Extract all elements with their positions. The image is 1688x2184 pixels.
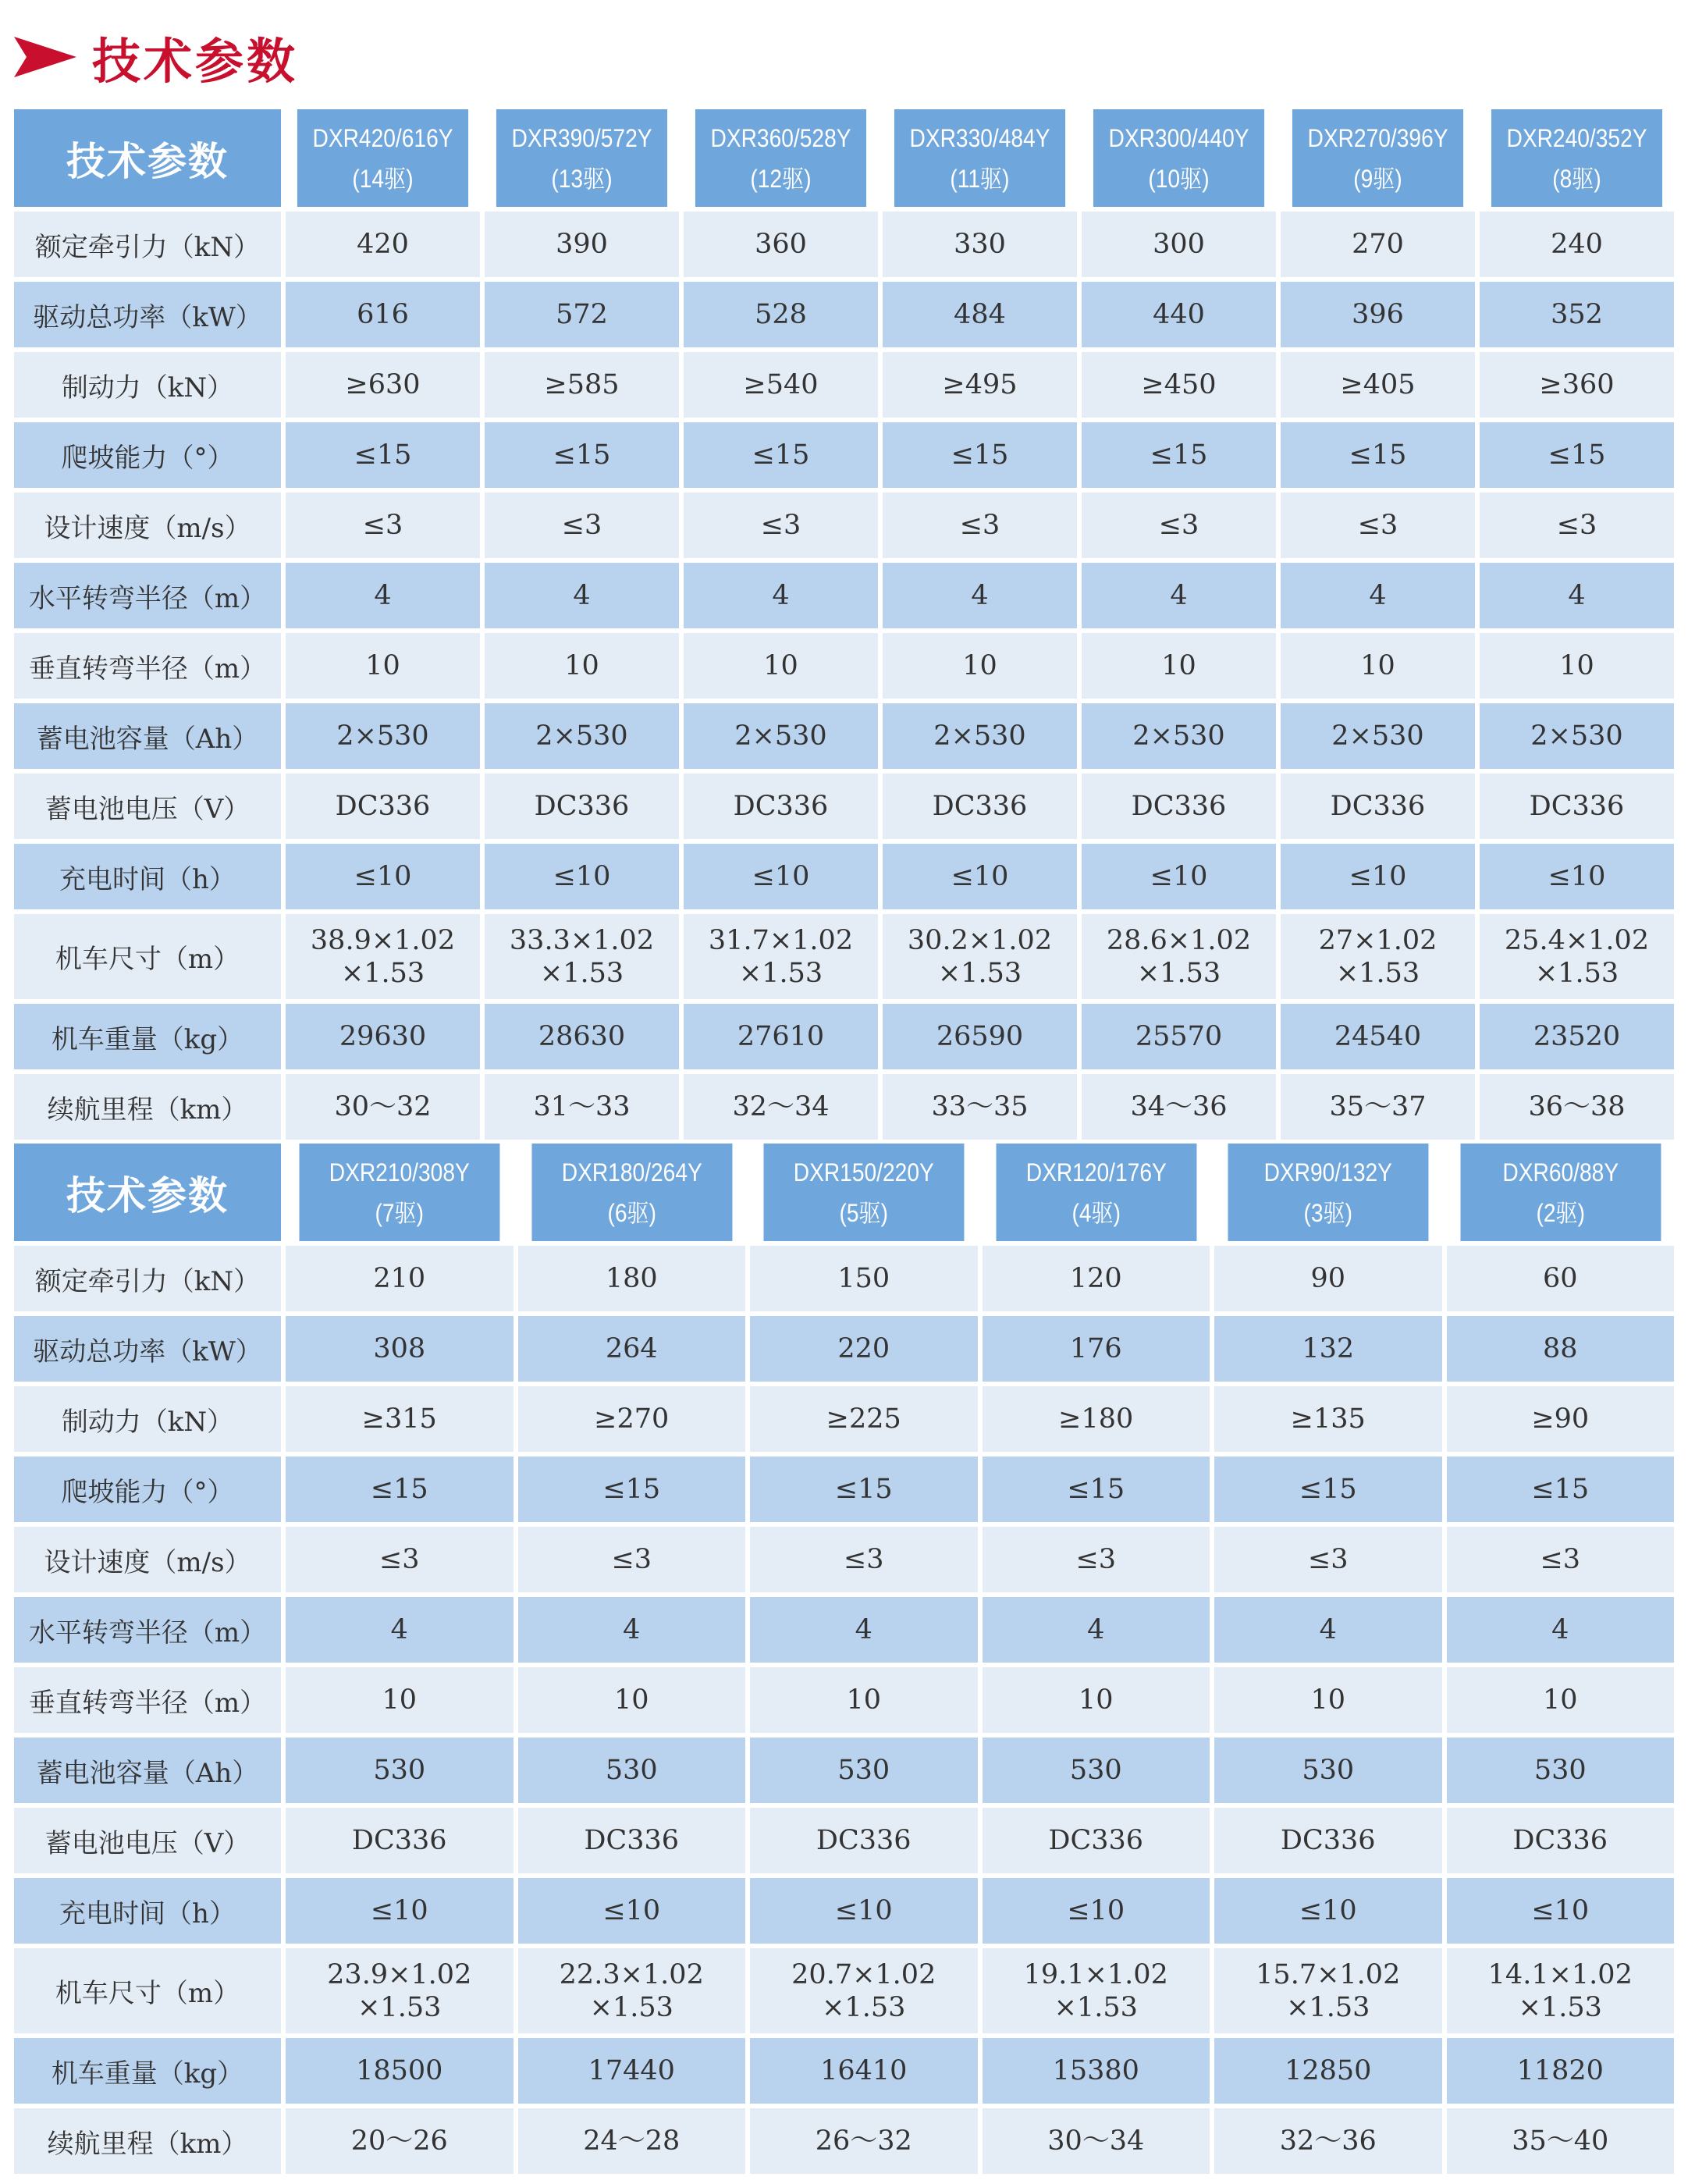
table-cell: ≤15 [1480, 422, 1674, 488]
table-cell: ≤15 [1214, 1457, 1442, 1522]
table-cell: DC336 [750, 1808, 978, 1873]
model-header [763, 1144, 964, 1241]
table-cell: ≤10 [983, 1878, 1210, 1944]
table-cell: 28630 [485, 1004, 679, 1069]
param-label: 爬坡能力（°） [14, 422, 281, 488]
table-cell: 4 [485, 563, 679, 628]
param-label: 爬坡能力（°） [14, 1457, 281, 1522]
table-cell: 18500 [286, 2038, 514, 2104]
table-cell [286, 1948, 514, 2033]
param-label: 驱动总功率（kW） [14, 282, 281, 347]
table-cell: ≤3 [684, 493, 878, 558]
model-drive-count: (2驱) [1535, 1198, 1585, 1227]
spec-table-1 [9, 105, 1679, 1144]
table-cell: ≤15 [286, 1457, 514, 1522]
table-cell: 35～40 [1447, 2108, 1675, 2174]
table-cell: 240 [1480, 212, 1674, 277]
table-cell: ≤15 [883, 422, 1077, 488]
table-cell: ≤3 [1447, 1527, 1675, 1592]
table-cell: 2×530 [1480, 703, 1674, 769]
param-label: 制动力（kN） [14, 1386, 281, 1452]
table-cell: 33～35 [883, 1074, 1077, 1140]
table-cell: 30～32 [286, 1074, 480, 1140]
model-drive-count: (11驱) [950, 164, 1010, 193]
table-cell: 530 [750, 1738, 978, 1803]
model-header [496, 109, 667, 207]
table-row [14, 493, 1674, 558]
table-row [14, 1316, 1674, 1382]
table-row [14, 1948, 1674, 2033]
cell-line: 19.1×1.02 [1023, 1958, 1168, 1990]
cell-line: ×1.53 [1136, 957, 1221, 989]
table-cell: ≤15 [1082, 422, 1276, 488]
table-cell: 4 [1447, 1597, 1675, 1663]
model-header [1491, 109, 1662, 207]
model-drive-count: (10驱) [1148, 164, 1210, 193]
param-label: 机车重量（kg） [14, 2038, 281, 2104]
table-cell: 34～36 [1082, 1074, 1276, 1140]
model-drive-count: (7驱) [375, 1198, 425, 1227]
table-row [14, 633, 1674, 699]
table-cell: 10 [286, 1667, 514, 1733]
table-cell: 420 [286, 212, 480, 277]
table-cell: 4 [1281, 563, 1475, 628]
table-cell: ≥450 [1082, 352, 1276, 418]
table-cell: 530 [518, 1738, 746, 1803]
table-row [14, 1074, 1674, 1140]
table-cell: 10 [485, 633, 679, 699]
table-row [14, 774, 1674, 839]
table-cell: 31～33 [485, 1074, 679, 1140]
table-cell: 300 [1082, 212, 1276, 277]
table-cell: 10 [750, 1667, 978, 1733]
table-cell: 32～34 [684, 1074, 878, 1140]
table-cell: 210 [286, 1246, 514, 1311]
table-cell: ≤3 [750, 1527, 978, 1592]
table-row [14, 703, 1674, 769]
table-corner-header: 技术参数 [14, 1144, 281, 1241]
table-cell: 396 [1281, 282, 1475, 347]
table-cell: 530 [983, 1738, 1210, 1803]
table-row [14, 1597, 1674, 1663]
table-cell: 10 [286, 633, 480, 699]
table-cell: ≥585 [485, 352, 679, 418]
table-cell: ≤3 [485, 493, 679, 558]
table-cell: 180 [518, 1246, 746, 1311]
table-cell: 35～37 [1281, 1074, 1475, 1140]
table-cell: 2×530 [684, 703, 878, 769]
table-cell: 10 [1214, 1667, 1442, 1733]
model-header [695, 109, 866, 207]
model-name: DXR300/440Y [1108, 123, 1249, 152]
table-cell: ≤15 [1447, 1457, 1675, 1522]
table-cell: ≤10 [1082, 844, 1276, 909]
model-drive-count: (4驱) [1071, 1198, 1121, 1227]
table-cell: ≤10 [286, 844, 480, 909]
table-cell: 2×530 [883, 703, 1077, 769]
table-cell: 4 [286, 563, 480, 628]
table-cell: ≥495 [883, 352, 1077, 418]
table-cell: 20～26 [286, 2108, 514, 2174]
cell-line: 23.9×1.02 [327, 1958, 472, 1990]
table-cell: 572 [485, 282, 679, 347]
table-row [14, 1738, 1674, 1803]
model-name: DXR210/308Y [329, 1158, 470, 1186]
param-label: 充电时间（h） [14, 1878, 281, 1944]
table-cell: 26～32 [750, 2108, 978, 2174]
model-header [1228, 1144, 1428, 1241]
table-cell: ≤3 [286, 493, 480, 558]
table-cell: DC336 [286, 1808, 514, 1873]
table-cell: 352 [1480, 282, 1674, 347]
table-cell: DC336 [518, 1808, 746, 1873]
cell-line: 20.7×1.02 [791, 1958, 936, 1990]
param-label: 机车尺寸（m） [14, 1948, 281, 2033]
param-label: 机车重量（kg） [14, 1004, 281, 1069]
table-row [14, 2038, 1674, 2104]
table-row [14, 212, 1674, 277]
model-name: DXR120/176Y [1025, 1158, 1167, 1186]
table-cell: ≥90 [1447, 1386, 1675, 1452]
table-row [14, 1004, 1674, 1069]
model-name: DXR150/220Y [793, 1158, 934, 1186]
model-drive-count: (6驱) [606, 1198, 656, 1227]
model-drive-count: (8驱) [1552, 164, 1601, 193]
table-cell [1447, 1948, 1675, 2033]
table-cell: 360 [684, 212, 878, 277]
table-cell: 132 [1214, 1316, 1442, 1382]
table-cell: ≤3 [1281, 493, 1475, 558]
param-label: 蓄电池电压（V） [14, 1808, 281, 1873]
table-cell: 4 [883, 563, 1077, 628]
table-cell: ≤3 [518, 1527, 746, 1592]
page-title [14, 22, 298, 92]
model-name: DXR90/132Y [1263, 1158, 1392, 1186]
table-cell: 308 [286, 1316, 514, 1382]
param-label: 续航里程（km） [14, 2108, 281, 2174]
table-cell [1082, 914, 1276, 999]
model-header [1093, 109, 1264, 207]
table-cell: 2×530 [1082, 703, 1276, 769]
cell-line: ×1.53 [340, 957, 425, 989]
model-header [996, 1144, 1196, 1241]
table-cell: 530 [1214, 1738, 1442, 1803]
table-cell: ≤15 [983, 1457, 1210, 1522]
model-name: DXR180/264Y [561, 1158, 702, 1186]
table-cell: ≤15 [684, 422, 878, 488]
table-row [14, 563, 1674, 628]
table-cell: 270 [1281, 212, 1475, 277]
param-label: 设计速度（m/s） [14, 493, 281, 558]
model-name: DXR360/528Y [710, 123, 851, 152]
table-cell: 60 [1447, 1246, 1675, 1311]
arrow-icon [14, 37, 76, 77]
table-cell: DC336 [286, 774, 480, 839]
table-cell: ≥315 [286, 1386, 514, 1452]
table-cell: 264 [518, 1316, 746, 1382]
table-cell [1214, 1948, 1442, 2033]
table-cell: ≤15 [485, 422, 679, 488]
cell-line: 31.7×1.02 [708, 924, 854, 956]
table-cell: 440 [1082, 282, 1276, 347]
table-cell: ≤10 [883, 844, 1077, 909]
model-drive-count: (12驱) [750, 164, 812, 193]
table-cell: DC336 [1214, 1808, 1442, 1873]
table-cell: 29630 [286, 1004, 480, 1069]
table-cell: ≤10 [750, 1878, 978, 1944]
table-cell: 330 [883, 212, 1077, 277]
table-cell [1480, 914, 1674, 999]
table-cell: 12850 [1214, 2038, 1442, 2104]
table-cell: 26590 [883, 1004, 1077, 1069]
table-cell: 16410 [750, 2038, 978, 2104]
table-cell: ≤3 [1082, 493, 1276, 558]
table-row [14, 1527, 1674, 1592]
cell-line: ×1.53 [1054, 1991, 1138, 2023]
table-cell: 32～36 [1214, 2108, 1442, 2174]
cell-line: ×1.53 [539, 957, 624, 989]
table-cell: ≥630 [286, 352, 480, 418]
table-cell: 2×530 [286, 703, 480, 769]
param-label: 蓄电池电压（V） [14, 774, 281, 839]
cell-line: 38.9×1.02 [310, 924, 456, 956]
table-cell: ≤15 [1281, 422, 1475, 488]
cell-line: ×1.53 [1335, 957, 1420, 989]
table-cell: 120 [983, 1246, 1210, 1311]
table-cell: 24～28 [518, 2108, 746, 2174]
param-label: 蓄电池容量（Ah） [14, 703, 281, 769]
table-cell: 24540 [1281, 1004, 1475, 1069]
table-cell: DC336 [1480, 774, 1674, 839]
table-cell: 27610 [684, 1004, 878, 1069]
param-label: 额定牵引力（kN） [14, 1246, 281, 1311]
param-label: 续航里程（km） [14, 1074, 281, 1140]
table-cell: DC336 [1082, 774, 1276, 839]
model-drive-count: (5驱) [839, 1198, 889, 1227]
table-row [14, 1246, 1674, 1311]
cell-line: ×1.53 [1534, 957, 1619, 989]
table-row [14, 282, 1674, 347]
table-row [14, 1457, 1674, 1522]
cell-line: ×1.53 [937, 957, 1022, 989]
table-cell: 4 [1480, 563, 1674, 628]
table-cell: 4 [1082, 563, 1276, 628]
table-cell: 15380 [983, 2038, 1210, 2104]
table-cell: 10 [518, 1667, 746, 1733]
cell-line: 30.2×1.02 [907, 924, 1053, 956]
cell-line: 14.1×1.02 [1487, 1958, 1633, 1990]
table-row [14, 914, 1674, 999]
table-cell: 11820 [1447, 2038, 1675, 2104]
model-header [1292, 109, 1463, 207]
page-title-text: 技术参数 [92, 32, 299, 90]
table-cell: 616 [286, 282, 480, 347]
table-cell [750, 1948, 978, 2033]
table-cell: 390 [485, 212, 679, 277]
table-cell [983, 1948, 1210, 2033]
table-cell: 530 [1447, 1738, 1675, 1803]
table-cell: ≤3 [983, 1527, 1210, 1592]
table-row [14, 1386, 1674, 1452]
table-cell: DC336 [1281, 774, 1475, 839]
param-label: 充电时间（h） [14, 844, 281, 909]
model-drive-count: (14驱) [352, 164, 414, 193]
cell-line: 27×1.02 [1318, 924, 1437, 956]
table-row [14, 1667, 1674, 1733]
table-cell: DC336 [983, 1808, 1210, 1873]
table-cell: DC336 [1447, 1808, 1675, 1873]
table-cell: 10 [983, 1667, 1210, 1733]
table-cell: ≤3 [286, 1527, 514, 1592]
table-cell: 10 [684, 633, 878, 699]
table-cell: ≥405 [1281, 352, 1475, 418]
table-cell: ≤10 [684, 844, 878, 909]
table-cell: 2×530 [1281, 703, 1475, 769]
model-name: DXR270/396Y [1307, 123, 1448, 152]
table-cell: ≥135 [1214, 1386, 1442, 1452]
table-cell: ≤3 [1214, 1527, 1442, 1592]
table-cell: ≤10 [1447, 1878, 1675, 1944]
table-row [14, 844, 1674, 909]
table-corner-header: 技术参数 [14, 109, 281, 207]
table-cell: 176 [983, 1316, 1210, 1382]
param-label: 机车尺寸（m） [14, 914, 281, 999]
model-name: DXR330/484Y [909, 123, 1050, 152]
table-cell: 150 [750, 1246, 978, 1311]
table-cell: 25570 [1082, 1004, 1276, 1069]
table-cell: 10 [1480, 633, 1674, 699]
table-cell: 4 [983, 1597, 1210, 1663]
model-drive-count: (3驱) [1303, 1198, 1353, 1227]
table-cell [1281, 914, 1475, 999]
spec-table-2 [9, 1139, 1679, 2179]
table-cell [485, 914, 679, 999]
param-label: 垂直转弯半径（m） [14, 1667, 281, 1733]
cell-line: 15.7×1.02 [1256, 1958, 1401, 1990]
param-label: 设计速度（m/s） [14, 1527, 281, 1592]
param-label: 驱动总功率（kW） [14, 1316, 281, 1382]
model-header [299, 1144, 499, 1241]
param-label: 水平转弯半径（m） [14, 1597, 281, 1663]
param-label: 垂直转弯半径（m） [14, 633, 281, 699]
table-cell: ≥360 [1480, 352, 1674, 418]
table-cell: ≤15 [286, 422, 480, 488]
model-name: DXR60/88Y [1501, 1158, 1619, 1186]
cell-line: ×1.53 [357, 1991, 442, 2023]
table-cell: 4 [684, 563, 878, 628]
table-cell: DC336 [485, 774, 679, 839]
table-cell: ≤10 [485, 844, 679, 909]
table-cell: 36～38 [1480, 1074, 1674, 1140]
table-cell: 10 [1447, 1667, 1675, 1733]
cell-line: 33.3×1.02 [509, 924, 655, 956]
model-drive-count: (13驱) [551, 164, 613, 193]
table-cell: ≤15 [750, 1457, 978, 1522]
table-cell [684, 914, 878, 999]
table-row [14, 2108, 1674, 2174]
table-cell: 2×530 [485, 703, 679, 769]
table-cell: 530 [286, 1738, 514, 1803]
table-cell: 528 [684, 282, 878, 347]
cell-line: ×1.53 [1518, 1991, 1602, 2023]
table-cell: 90 [1214, 1246, 1442, 1311]
table-cell: 4 [1214, 1597, 1442, 1663]
table-cell: ≤10 [1281, 844, 1475, 909]
table-row [14, 352, 1674, 418]
table-row [14, 1808, 1674, 1873]
table-cell [883, 914, 1077, 999]
cell-line: 25.4×1.02 [1504, 924, 1650, 956]
table-cell: DC336 [883, 774, 1077, 839]
table-cell: 30～34 [983, 2108, 1210, 2174]
cell-line: ×1.53 [1286, 1991, 1370, 2023]
table-cell: ≥180 [983, 1386, 1210, 1452]
table-cell: 10 [883, 633, 1077, 699]
cell-line: ×1.53 [738, 957, 823, 989]
param-label: 制动力（kN） [14, 352, 281, 418]
table-cell: DC336 [684, 774, 878, 839]
table-cell: ≤3 [883, 493, 1077, 558]
param-label: 额定牵引力（kN） [14, 212, 281, 277]
table-cell [286, 914, 480, 999]
model-header [297, 109, 468, 207]
table-cell: ≤3 [1480, 493, 1674, 558]
table-cell: 484 [883, 282, 1077, 347]
model-header [1460, 1144, 1661, 1241]
table-cell: 4 [518, 1597, 746, 1663]
table-cell: ≤10 [518, 1878, 746, 1944]
table-row [14, 1878, 1674, 1944]
table-cell: 17440 [518, 2038, 746, 2104]
table-cell: ≤15 [518, 1457, 746, 1522]
table-cell: 10 [1281, 633, 1475, 699]
model-drive-count: (9驱) [1353, 164, 1402, 193]
table-cell [518, 1948, 746, 2033]
model-name: DXR240/352Y [1506, 123, 1647, 152]
cell-line: ×1.53 [822, 1991, 906, 2023]
model-header [894, 109, 1065, 207]
table-cell: ≥540 [684, 352, 878, 418]
table-cell: 10 [1082, 633, 1276, 699]
table-cell: 88 [1447, 1316, 1675, 1382]
table-cell: ≤10 [1480, 844, 1674, 909]
cell-line: ×1.53 [589, 1991, 673, 2023]
cell-line: 22.3×1.02 [559, 1958, 704, 1990]
cell-line: 28.6×1.02 [1106, 924, 1252, 956]
model-header [531, 1144, 732, 1241]
table-cell: ≥270 [518, 1386, 746, 1452]
table-cell: 4 [750, 1597, 978, 1663]
table-cell: ≥225 [750, 1386, 978, 1452]
param-label: 水平转弯半径（m） [14, 563, 281, 628]
table-row [14, 422, 1674, 488]
table-cell: ≤10 [1214, 1878, 1442, 1944]
table-cell: 4 [286, 1597, 514, 1663]
table-cell: 23520 [1480, 1004, 1674, 1069]
model-name: DXR420/616Y [312, 123, 453, 152]
table-cell: ≤10 [286, 1878, 514, 1944]
table-cell: 220 [750, 1316, 978, 1382]
model-name: DXR390/572Y [511, 123, 652, 152]
param-label: 蓄电池容量（Ah） [14, 1738, 281, 1803]
